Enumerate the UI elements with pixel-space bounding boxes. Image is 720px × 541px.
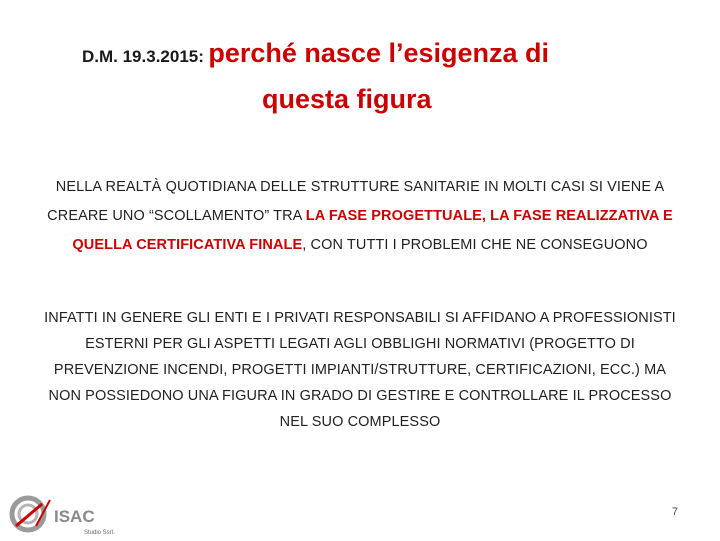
paragraph-1	[40, 173, 680, 260]
paragraph-1-highlight: LA FASE PROGETTUALE, LA FASE REALIZZATIVA E QUELLA CERTIFICATIVA FINALE	[72, 208, 673, 253]
paragraph-2: INFATTI IN GENERE GLI ENTI E I PRIVATI RESPONSABILI SI AFFIDANO A PROFESSIONISTI ESTERNI PER GLI ASPETTI LEGATI AGLI OBBLIGHI NORMATIVI (PROGETTO DI PREVENZIONE INCENDI, PROGETTI IMPIANTI/STRUTTURE, CERTIFICAZIONI, ECC.) MA NON POSSIEDONO UNA FIGURA IN GRADO DI GESTIRE E CONTROLLARE IL PROCESSO NEL SUO COMPLESSO	[44, 310, 676, 430]
company-logo	[6, 492, 126, 536]
paragraph-1-text-a: NELLA REALTÀ QUOTIDIANA DELLE STRUTTURE SANITARIE IN MOLTI CASI SI VIENE A CREARE UNO “SCOLLAMENTO” TRA	[47, 179, 665, 224]
page-number: 7	[671, 506, 678, 518]
logo-subtext: Studio Ssrl.	[84, 530, 115, 536]
logo-text: ISAC	[54, 507, 95, 526]
title-prefix: D.M. 19.3.2015:	[82, 47, 204, 66]
logo-graphic	[6, 492, 126, 536]
paragraph-1-text-b: , CON TUTTI I PROBLEMI CHE NE CONSEGUONO	[302, 237, 648, 253]
title-main: perché nasce l’esigenza di	[208, 38, 550, 68]
title-line-1	[82, 38, 549, 69]
title-line-2: questa figura	[262, 84, 432, 114]
